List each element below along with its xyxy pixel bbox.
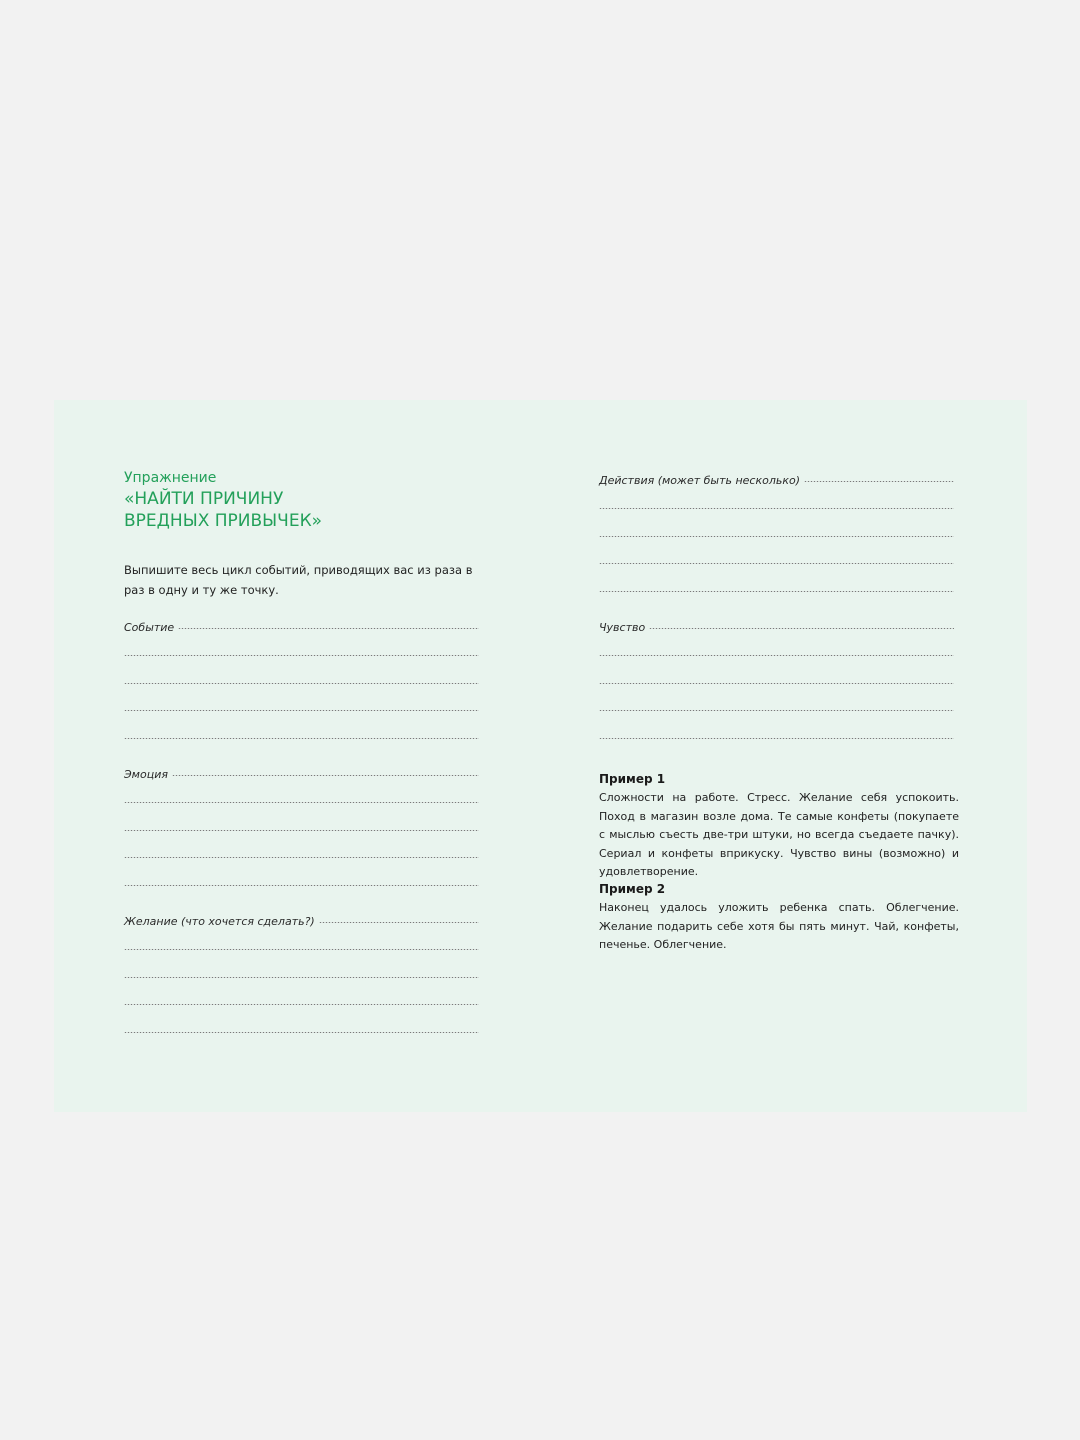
dotted-line <box>124 710 479 711</box>
dotted-line <box>124 683 479 684</box>
feeling-line-3[interactable] <box>599 663 954 691</box>
actions-label: Действия (может быть несколько) <box>599 473 801 487</box>
event-label: Событие <box>124 620 175 634</box>
example-1 <box>599 769 959 882</box>
dotted-line <box>178 628 479 629</box>
dotted-line <box>124 949 479 950</box>
example-2-text: Наконец удалось уложить ребенка спать. Облегчение. Желание подарить себе хотя бы пять минут. Чай, конфеты, печенье. Облегчение. <box>599 901 959 951</box>
emotion-field <box>124 755 479 893</box>
dotted-line <box>804 481 954 482</box>
example-1-title: Пример 1 <box>599 772 666 786</box>
event-field <box>124 608 479 746</box>
dotted-line <box>124 1004 479 1005</box>
actions-line-1[interactable] <box>599 461 954 489</box>
dotted-line <box>172 775 479 776</box>
exercise-kicker: Упражнение <box>124 470 217 486</box>
actions-field <box>599 461 954 599</box>
feeling-line-1[interactable] <box>599 608 954 636</box>
desire-line-1[interactable] <box>124 902 479 930</box>
dotted-line <box>649 628 954 629</box>
exercise-title: «НАЙТИ ПРИЧИНУ ВРЕДНЫХ ПРИВЫЧЕК» <box>124 489 323 531</box>
example-2 <box>599 879 959 955</box>
desire-label: Желание (что хочется сделать?) <box>124 914 315 928</box>
dotted-line <box>124 738 479 739</box>
exercise-intro: Выпишите весь цикл событий, приводящих вас из раза в раз в одну и ту же точку. <box>124 563 473 597</box>
book-spread <box>54 400 1027 1112</box>
emotion-line-5[interactable] <box>124 865 479 893</box>
example-1-text: Сложности на работе. Стресс. Желание себя успокоить. Поход в магазин возле дома. Те самые конфеты (покупаете с мыслью съесть две-три штуки, но всегда съедаете пачку). Сериал и конфеты вприкуску. Чувство вины (возможно) и удовлетворение. <box>599 791 959 878</box>
desire-line-2[interactable] <box>124 930 479 958</box>
dotted-line <box>599 591 954 592</box>
event-line-4[interactable] <box>124 691 479 719</box>
dotted-line <box>124 1032 479 1033</box>
feeling-line-4[interactable] <box>599 691 954 719</box>
dotted-line <box>124 857 479 858</box>
dotted-line <box>124 885 479 886</box>
event-line-5[interactable] <box>124 718 479 746</box>
actions-line-2[interactable] <box>599 489 954 517</box>
emotion-label: Эмоция <box>124 767 168 781</box>
desire-field <box>124 902 479 1040</box>
feeling-line-5[interactable] <box>599 718 954 746</box>
desire-line-3[interactable] <box>124 957 479 985</box>
emotion-line-1[interactable] <box>124 755 479 783</box>
dotted-line <box>599 738 954 739</box>
actions-line-5[interactable] <box>599 571 954 599</box>
dotted-line <box>124 655 479 656</box>
dotted-line <box>124 802 479 803</box>
dotted-line <box>319 922 479 923</box>
actions-line-4[interactable] <box>599 544 954 572</box>
emotion-line-2[interactable] <box>124 783 479 811</box>
dotted-line <box>599 710 954 711</box>
dotted-line <box>599 683 954 684</box>
example-2-title: Пример 2 <box>599 882 666 896</box>
feeling-label: Чувство <box>599 620 646 634</box>
dotted-line <box>124 830 479 831</box>
emotion-line-4[interactable] <box>124 838 479 866</box>
dotted-line <box>599 508 954 509</box>
desire-line-4[interactable] <box>124 985 479 1013</box>
actions-line-3[interactable] <box>599 516 954 544</box>
event-line-1[interactable] <box>124 608 479 636</box>
dotted-line <box>599 563 954 564</box>
event-line-3[interactable] <box>124 663 479 691</box>
desire-line-5[interactable] <box>124 1012 479 1040</box>
feeling-field <box>599 608 954 746</box>
feeling-line-2[interactable] <box>599 636 954 664</box>
dotted-line <box>599 655 954 656</box>
dotted-line <box>124 977 479 978</box>
emotion-line-3[interactable] <box>124 810 479 838</box>
dotted-line <box>599 536 954 537</box>
event-line-2[interactable] <box>124 636 479 664</box>
